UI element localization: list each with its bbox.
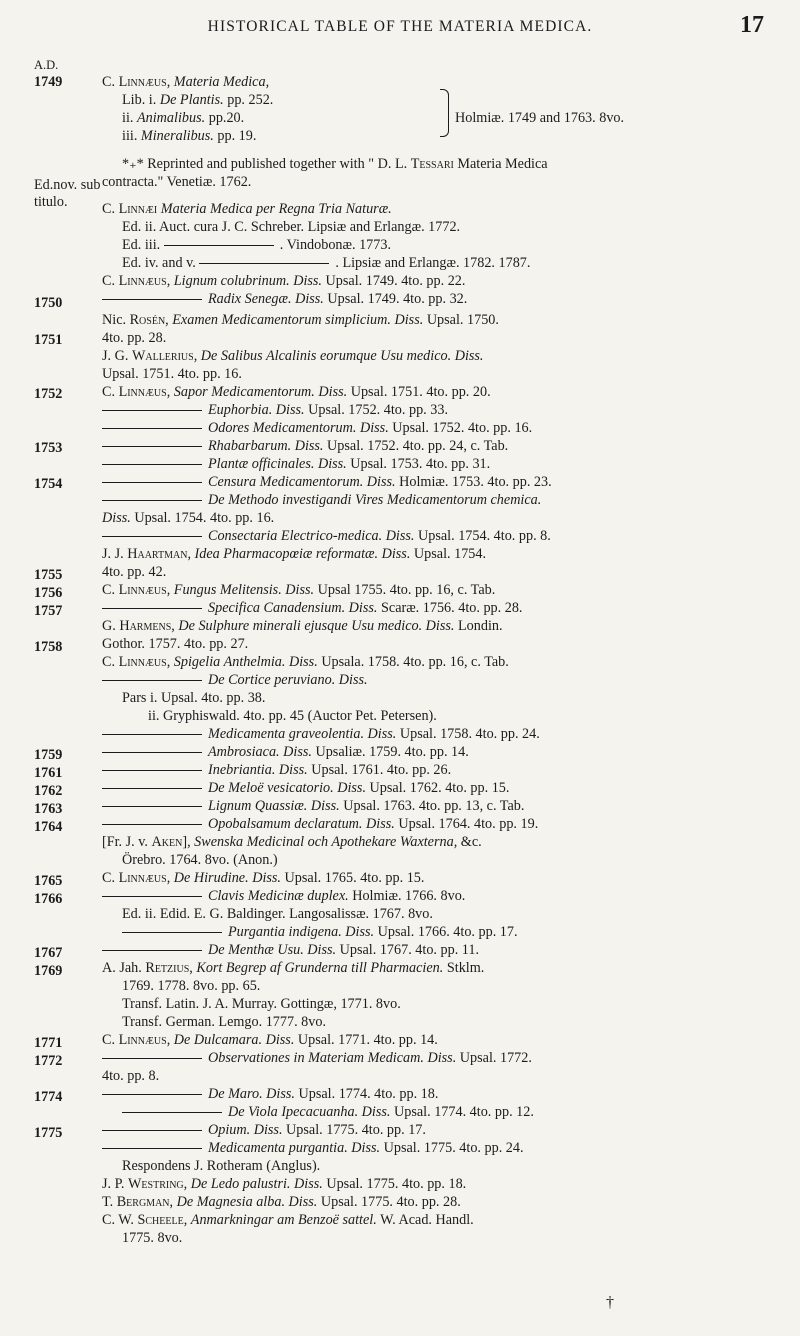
entry-line: Opium. Diss. Upsal. 1775. 4to. pp. 17. [102,1120,782,1140]
entry-line: Lib. i. De Plantis. pp. 252. [122,92,274,108]
entry-line: [Fr. J. v. Aken], Swenska Medicinal och Apothekare Waxterna, &c. [102,834,482,850]
entry-line: Ambrosiaca. Diss. Upsaliæ. 1759. 4to. pp. 14. [102,742,782,762]
entry-line: C. Linnæus, Spigelia Anthelmia. Diss. Upsala. 1758. 4to. pp. 16, c. Tab. [102,654,509,670]
entry-line: C. W. Scheele, Anmarkningar am Benzoë sattel. W. Acad. Handl. [102,1212,474,1228]
entry-line: Respondens J. Rotheram (Anglus). [122,1158,321,1174]
signature-mark: † [606,1294,614,1311]
entry-line: De Menthæ Usu. Diss. Upsal. 1767. 4to. pp. 11. [102,940,782,960]
year-1750: 1750 [34,295,63,311]
entry-line: Nic. Rosén, Examen Medicamentorum simplicium. Diss. Upsal. 1750. [102,312,499,328]
entry-line: Transf. German. Lemgo. 1777. 8vo. [122,1014,326,1030]
entry-line: Clavis Medicinæ duplex. Holmiæ. 1766. 8vo. [102,886,782,906]
entry-line: 4to. pp. 42. [102,564,167,580]
entry-line: Medicamenta graveolentia. Diss. Upsal. 1758. 4to. pp. 24. [102,724,782,744]
year-1757: 1757 [34,603,63,619]
entry-line: contracta." Venetiæ. 1762. [102,174,252,190]
entry-line: ii. Gryphiswald. 4to. pp. 45 (Auctor Pet. Petersen). [148,708,437,724]
ad-label: A.D. [34,58,59,72]
year-1763: 1763 [34,801,63,817]
entry-line: G. Harmens, De Sulphure minerali ejusque Usu medico. Diss. Londin. [102,618,503,634]
entry-line: Ed. ii. Edid. E. G. Baldinger. Langosalissæ. 1767. 8vo. [122,906,433,922]
year-1755: 1755 [34,567,63,583]
entry-line: De Methodo investigandi Vires Medicamentorum chemica. [102,490,782,510]
entry-line: A. Jah. Retzius, Kort Begrep af Grunderna till Pharmacien. Stklm. [102,960,485,976]
entry-line: Örebro. 1764. 8vo. (Anon.) [122,852,278,868]
year-1769: 1769 [34,963,63,979]
entry-line: C. Linnæi Materia Medica per Regna Tria Naturæ. [102,201,392,217]
entry-line: Holmiæ. 1749 and 1763. 8vo. [455,110,625,126]
entry-line: Upsal. 1751. 4to. pp. 16. [102,366,242,382]
entry-line: C. Linnæus, Sapor Medicamentorum. Diss. Upsal. 1751. 4to. pp. 20. [102,384,491,400]
entry-line: De Viola Ipecacuanha. Diss. Upsal. 1774. 4to. pp. 12. [102,1102,782,1122]
year-1772: 1772 [34,1053,63,1069]
entry-line: Euphorbia. Diss. Upsal. 1752. 4to. pp. 33. [102,400,782,420]
entry-line: Ed. ii. Auct. cura J. C. Schreber. Lipsiæ and Erlangæ. 1772. [122,219,461,235]
entry-line: Gothor. 1757. 4to. pp. 27. [102,636,249,652]
year-1759: 1759 [34,747,63,763]
entry-line: C. Linnæus, De Dulcamara. Diss. Upsal. 1771. 4to. pp. 14. [102,1032,438,1048]
year-1756: 1756 [34,585,63,601]
entry-line: iii. Mineralibus. pp. 19. [122,128,257,144]
entry-line: Diss. Upsal. 1754. 4to. pp. 16. [102,510,275,526]
page-number: 17 [740,12,764,38]
year-1752: 1752 [34,386,63,402]
entry-line: De Meloë vesicatorio. Diss. Upsal. 1762. 4to. pp. 15. [102,778,782,798]
year-1762: 1762 [34,783,63,799]
running-title: HISTORICAL TABLE OF THE MATERIA MEDICA. [207,18,593,35]
entry-line: Ed. iv. and v. . Lipsiæ and Erlangæ. 1782. 1787. [122,255,531,271]
entry-line: *₊* Reprinted and published together with " D. L. Tessari Materia Medica [122,156,548,172]
entry-line: Medicamenta purgantia. Diss. Upsal. 1775. 4to. pp. 24. [102,1138,782,1158]
year-1761: 1761 [34,765,63,781]
year-1751: 1751 [34,332,63,348]
entry-line: 1775. 8vo. [122,1230,183,1246]
entry-line: J. J. Haartman, Idea Pharmacopœiæ reformatæ. Diss. Upsal. 1754. [102,546,487,562]
entry-line: Radix Senegæ. Diss. Upsal. 1749. 4to. pp. 32. [102,289,782,309]
entry-line: Plantæ officinales. Diss. Upsal. 1753. 4to. pp. 31. [102,454,782,474]
year-1775: 1775 [34,1125,63,1141]
entry-line: T. Bergman, De Magnesia alba. Diss. Upsal. 1775. 4to. pp. 28. [102,1194,461,1210]
entry-line: Observationes in Materiam Medicam. Diss. Upsal. 1772. [102,1048,782,1068]
entry-line: De Maro. Diss. Upsal. 1774. 4to. pp. 18. [102,1084,782,1104]
entry-line: J. G. Wallerius, De Salibus Alcalinis eorumque Usu medico. Diss. [102,348,484,364]
year-1765: 1765 [34,873,63,889]
entry-line: ii. Animalibus. pp.20. [122,110,245,126]
entry-line: 1769. 1778. 8vo. pp. 65. [122,978,261,994]
edition-note-2: titulo. [34,194,68,210]
year-1771: 1771 [34,1035,63,1051]
entry-line: Odores Medicamentorum. Diss. Upsal. 1752. 4to. pp. 16. [102,418,782,438]
running-header [0,14,800,42]
entry-line: 4to. pp. 8. [102,1068,160,1084]
entry-line: Pars i. Upsal. 4to. pp. 38. [122,690,266,706]
entry-line: Rhabarbarum. Diss. Upsal. 1752. 4to. pp. 24, c. Tab. [102,436,782,456]
entry-line: Consectaria Electrico-medica. Diss. Upsal. 1754. 4to. pp. 8. [102,526,782,546]
entry-line: De Cortice peruviano. Diss. [102,670,782,690]
entry-line: Specifica Canadensium. Diss. Scaræ. 1756. 4to. pp. 28. [102,598,782,618]
entry-line: C. Linnæus, Fungus Melitensis. Diss. Upsal 1755. 4to. pp. 16, c. Tab. [102,582,496,598]
year-1767: 1767 [34,945,63,961]
year-1758: 1758 [34,639,63,655]
entry-line: 4to. pp. 28. [102,330,167,346]
entry-line: Lignum Quassiæ. Diss. Upsal. 1763. 4to. pp. 13, c. Tab. [102,796,782,816]
entry-line: Censura Medicamentorum. Diss. Holmiæ. 1753. 4to. pp. 23. [102,472,782,492]
year-1749: 1749 [34,74,63,90]
year-1764: 1764 [34,819,63,835]
entry-line: Opobalsamum declaratum. Diss. Upsal. 1764. 4to. pp. 19. [102,814,782,834]
entry-line: Transf. Latin. J. A. Murray. Gottingæ, 1771. 8vo. [122,996,401,1012]
entry-line: Purgantia indigena. Diss. Upsal. 1766. 4to. pp. 17. [102,922,782,942]
edition-note: Ed.nov. sub [34,177,101,193]
year-1753: 1753 [34,440,63,456]
entry-line: Ed. iii. . Vindobonæ. 1773. [122,237,391,253]
year-1754: 1754 [34,476,63,492]
entry-line: Inebriantia. Diss. Upsal. 1761. 4to. pp. 26. [102,760,782,780]
entry-line: C. Linnæus, Lignum colubrinum. Diss. Upsal. 1749. 4to. pp. 22. [102,273,466,289]
entry-line: C. Linnæus, De Hirudine. Diss. Upsal. 1765. 4to. pp. 15. [102,870,425,886]
entry-line: C. Linnæus, Materia Medica, [102,74,270,90]
entry-line: J. P. Westring, De Ledo palustri. Diss. Upsal. 1775. 4to. pp. 18. [102,1176,467,1192]
year-1774: 1774 [34,1089,63,1105]
year-1766: 1766 [34,891,63,907]
